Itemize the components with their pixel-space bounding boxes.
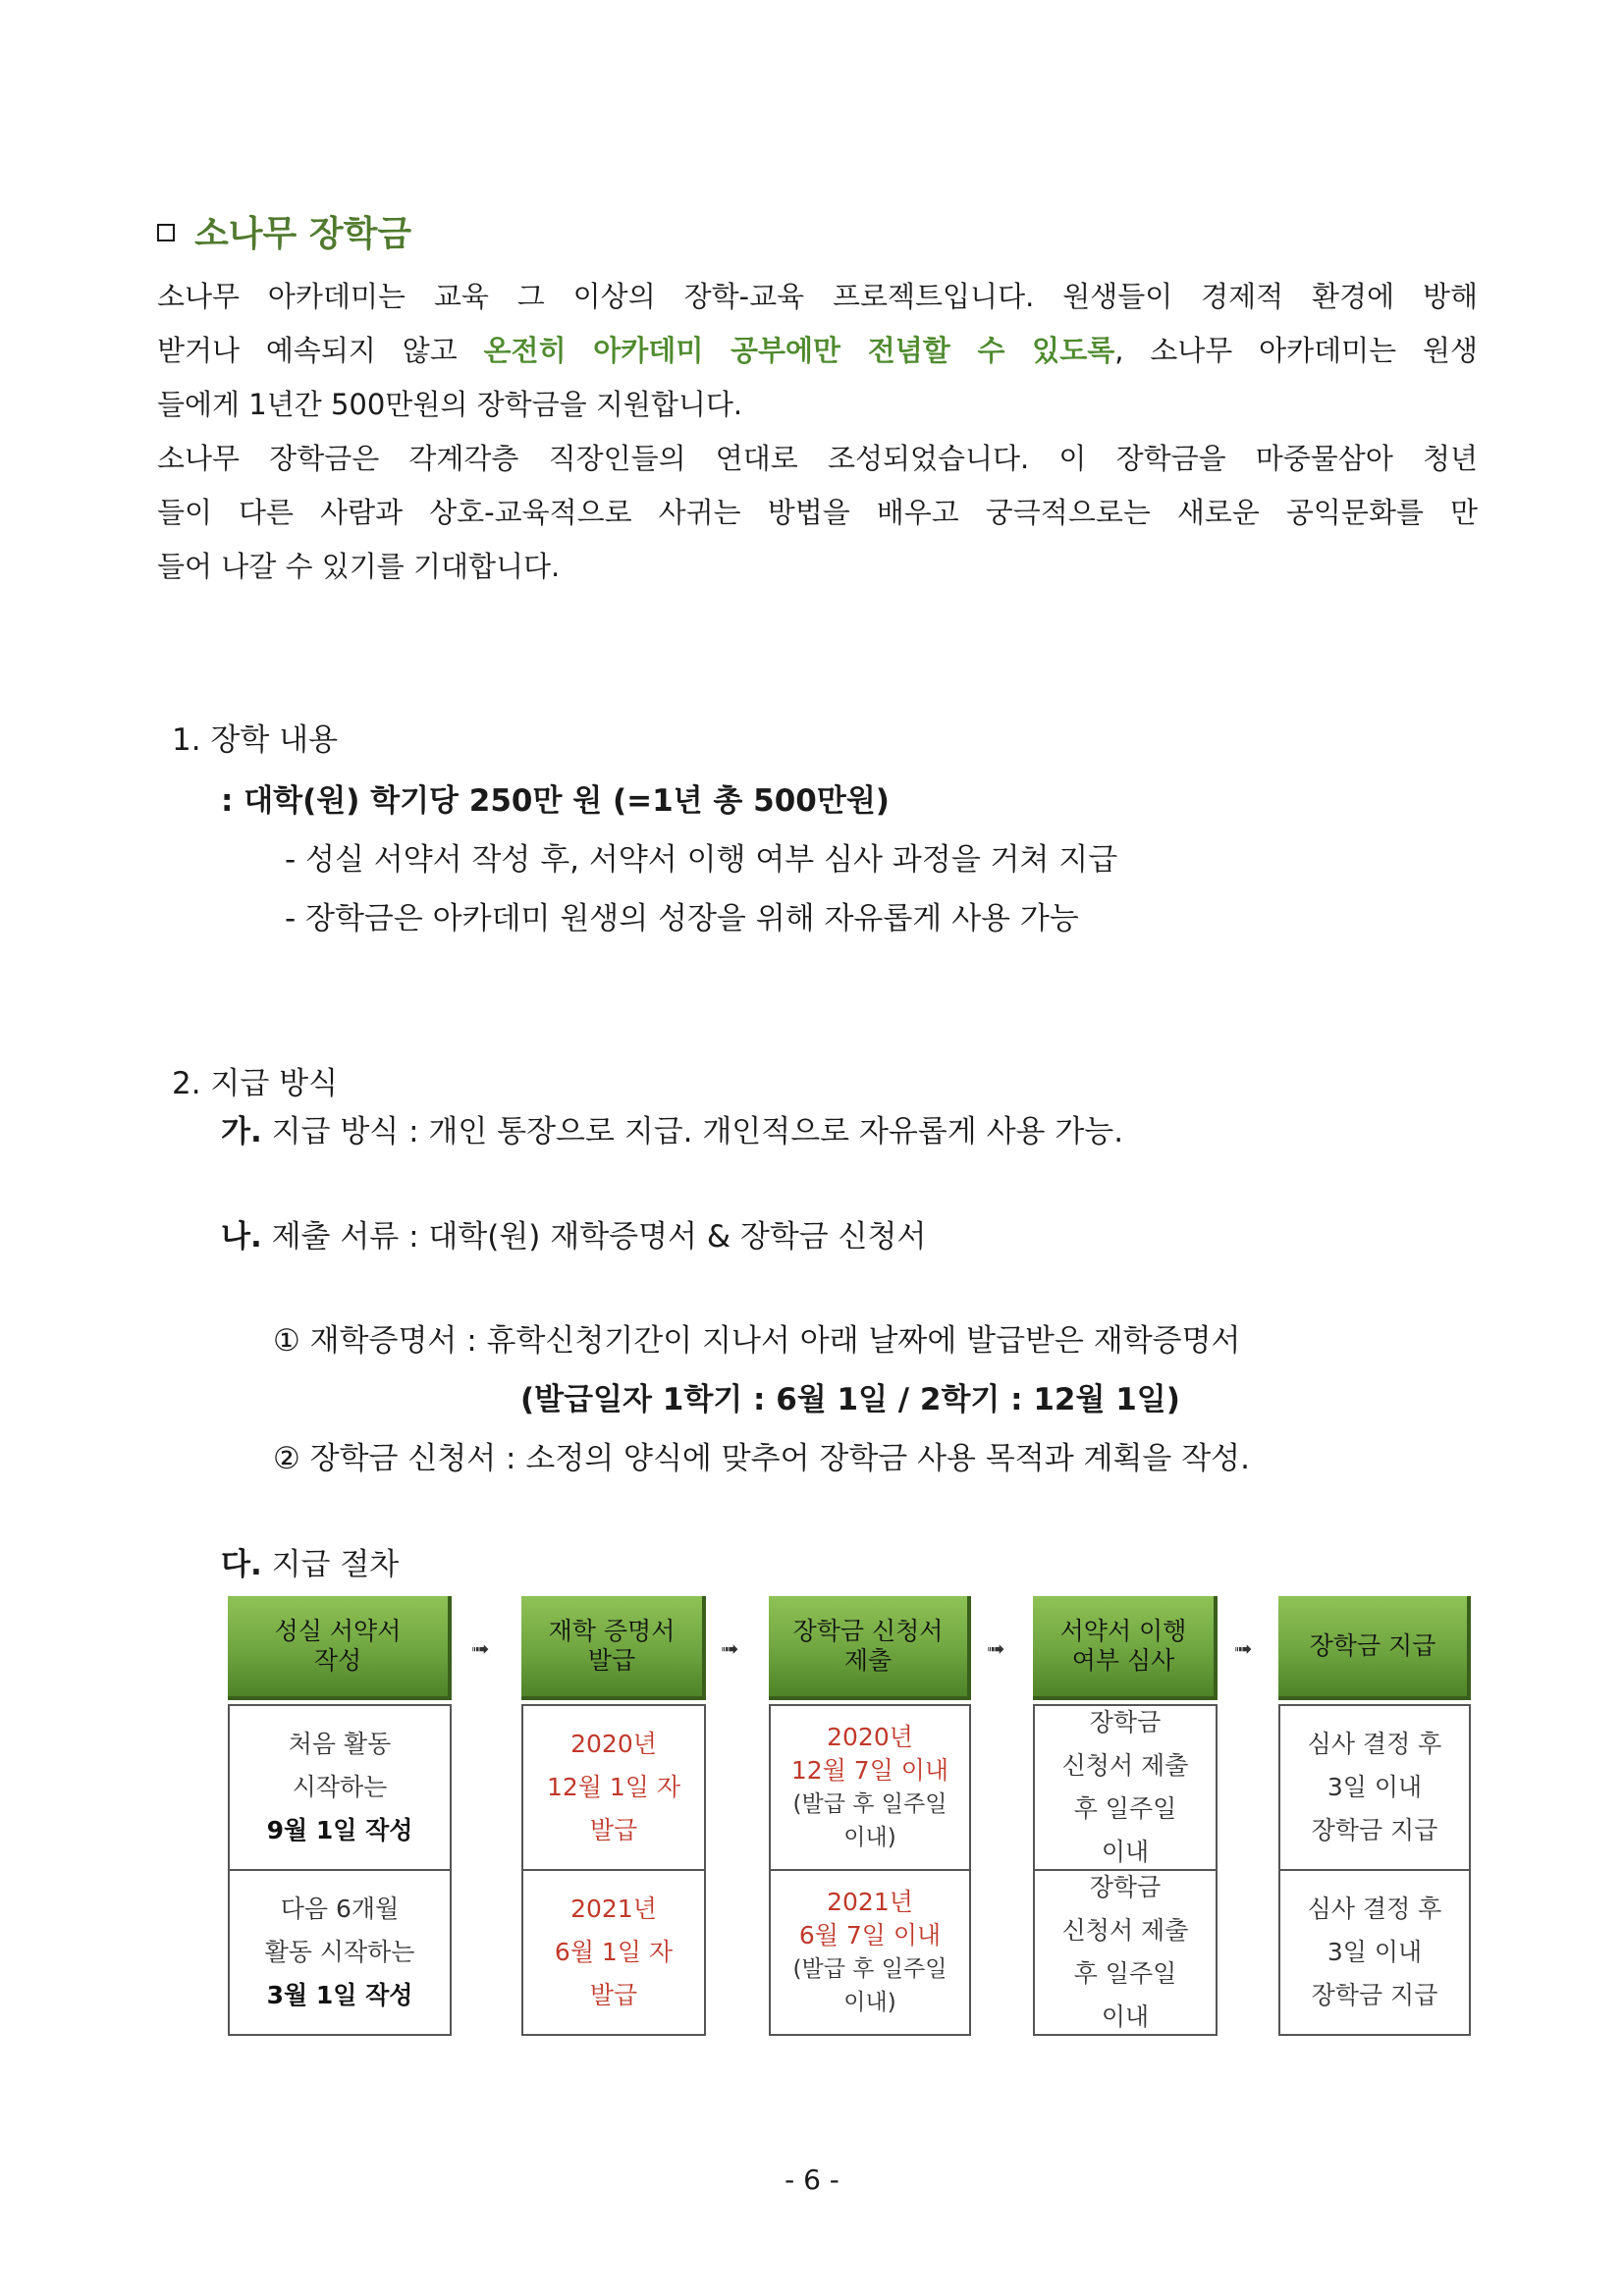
cell-text: 심사 결정 후 (1307, 1730, 1442, 1758)
item-text: 지급 방식 : 개인 통장으로 지급. 개인적으로 자유롭게 사용 가능. (261, 1114, 1124, 1149)
section1-item: - 성실 서약서 작성 후, 서약서 이행 여부 심사 과정을 거쳐 지급 (285, 842, 1118, 878)
cell-text: 2020년 (570, 1730, 657, 1758)
intro-line: 소나무 아카데미는 교육 그 이상의 장학-교육 프로젝트입니다. 원생들이 경제적 환경에 방해 (157, 280, 1478, 313)
cell-text: 처음 활동 (288, 1730, 392, 1758)
cell-text: 3월 1일 작성 (266, 1981, 413, 2009)
cell-text: 2021년 (827, 1888, 913, 1916)
arrow-right-icon: ➟ (987, 1637, 1005, 1662)
step-label: 성실 서약서 (274, 1617, 402, 1645)
flow-cell (228, 1704, 452, 1871)
cell-text: 장학금 (1089, 1708, 1162, 1736)
cell-text: 다음 6개월 (280, 1895, 400, 1923)
heading-title: 소나무 장학금 (194, 214, 412, 254)
cell-text: 이내 (1101, 1838, 1150, 1866)
flow-cell (769, 1869, 971, 2036)
cell-text: 시작하는 (292, 1773, 388, 1801)
section-heading (157, 206, 411, 256)
step-label: 재학 증명서 (548, 1617, 676, 1645)
flow-cell (1278, 1869, 1471, 2036)
cell-text: 장학금 (1089, 1873, 1162, 1901)
cell-text: 3일 이내 (1326, 1938, 1423, 1966)
step-label: 작성 (313, 1646, 362, 1675)
step-label: 서약서 이행 (1059, 1617, 1187, 1645)
cell-text: 6월 1일 자 (554, 1938, 674, 1966)
flow-cell (769, 1704, 971, 1871)
item-text: 지급 절차 (261, 1547, 400, 1582)
cell-text: 6월 7일 이내 (798, 1921, 942, 1949)
step-label: 제출 (843, 1646, 893, 1675)
item-label: 다. (221, 1547, 262, 1582)
cell-text: 이내 (1101, 2002, 1150, 2031)
section1-amount: : 대학(원) 학기당 250만 원 (=1년 총 500만원) (221, 783, 890, 819)
section2-title: 2. 지급 방식 (172, 1066, 339, 1101)
cell-text: 장학금 지급 (1311, 1816, 1438, 1844)
flow-cell (1278, 1704, 1471, 1871)
cell-text: 3일 이내 (1326, 1773, 1423, 1801)
step-label: 장학금 지급 (1309, 1631, 1436, 1660)
cell-text: (발급 후 일주일 (792, 1956, 947, 1982)
cell-text: 후 일주일 (1073, 1959, 1177, 1988)
item-label: 가. (221, 1114, 262, 1149)
flow-cell (521, 1869, 706, 2036)
document-1: ① 재학증명서 : 휴학신청기간이 지나서 아래 날짜에 발급받은 재학증명서 (273, 1323, 1241, 1359)
intro-line: 들에게 1년간 500만원의 장학금을 지원합니다. (157, 388, 743, 421)
flow-step-review (1033, 1596, 1218, 1700)
document-1-dates: (발급일자 1학기 : 6월 1일 / 2학기 : 12월 1일) (520, 1382, 1180, 1417)
step-label: 여부 심사 (1071, 1646, 1175, 1675)
cell-text: 9월 1일 작성 (266, 1816, 413, 1844)
page-number: - 6 - (785, 2163, 839, 2196)
arrow-right-icon: ➟ (1234, 1637, 1253, 1662)
cell-text: 2020년 (827, 1723, 913, 1751)
cell-text: 활동 시작하는 (264, 1938, 415, 1966)
cell-text: 12월 7일 이내 (790, 1756, 949, 1785)
flow-step-certificate (521, 1596, 706, 1700)
flow-cell (228, 1869, 452, 2036)
cell-text: 이내) (843, 1825, 896, 1850)
square-bullet-icon (157, 224, 175, 241)
intro-line (157, 324, 1478, 378)
section1-item: - 장학금은 아카데미 원생의 성장을 위해 자유롭게 사용 가능 (285, 901, 1079, 936)
intro-line: 소나무 장학금은 각계각층 직장인들의 연대로 조성되었습니다. 이 장학금을 마중물삼아 청년 (157, 442, 1478, 475)
intro-line: 들어 나갈 수 있기를 기대합니다. (157, 550, 561, 583)
item-label: 나. (221, 1219, 262, 1255)
flow-step-payment (1278, 1596, 1471, 1700)
flow-step-pledge (228, 1596, 452, 1700)
arrow-right-icon: ➟ (471, 1637, 490, 1662)
cell-text: 장학금 지급 (1311, 1981, 1438, 2009)
cell-text: 2021년 (570, 1895, 657, 1923)
intro-text: 받거나 예속되지 않고 (157, 334, 484, 367)
flow-cell (521, 1704, 706, 1871)
arrow-right-icon: ➟ (721, 1637, 739, 1662)
intro-text: , 소나무 아카데미는 원생 (1114, 334, 1479, 367)
cell-text: 신청서 제출 (1061, 1916, 1189, 1945)
step-label: 발급 (587, 1646, 636, 1675)
payment-procedure (221, 1539, 399, 1583)
flow-step-application (769, 1596, 971, 1700)
cell-text: 이내) (843, 1990, 896, 2015)
step-label: 장학금 신청서 (792, 1617, 944, 1645)
cell-text: (발급 후 일주일 (792, 1791, 947, 1817)
payment-method (221, 1106, 1123, 1150)
flow-cell (1033, 1869, 1218, 2036)
item-text: 제출 서류 : 대학(원) 재학증명서 & 장학금 신청서 (261, 1219, 927, 1255)
intro-highlight: 온전히 아카데미 공부에만 전념할 수 있도록 (483, 334, 1115, 367)
cell-text: 발급 (589, 1816, 638, 1844)
section1-title: 1. 장학 내용 (172, 722, 339, 758)
cell-text: 신청서 제출 (1061, 1751, 1189, 1780)
flow-cell (1033, 1704, 1218, 1871)
document-2: ② 장학금 신청서 : 소정의 양식에 맞추어 장학금 사용 목적과 계획을 작성. (273, 1441, 1250, 1476)
cell-text: 발급 (589, 1981, 638, 2009)
cell-text: 심사 결정 후 (1307, 1895, 1442, 1923)
required-documents (221, 1211, 926, 1255)
intro-paragraph (157, 270, 1478, 594)
intro-line: 들이 다른 사람과 상호-교육적으로 사귀는 방법을 배우고 궁극적으로는 새로운 공익문화를 만 (157, 496, 1478, 529)
cell-text: 12월 1일 자 (546, 1773, 681, 1801)
cell-text: 후 일주일 (1073, 1794, 1177, 1823)
